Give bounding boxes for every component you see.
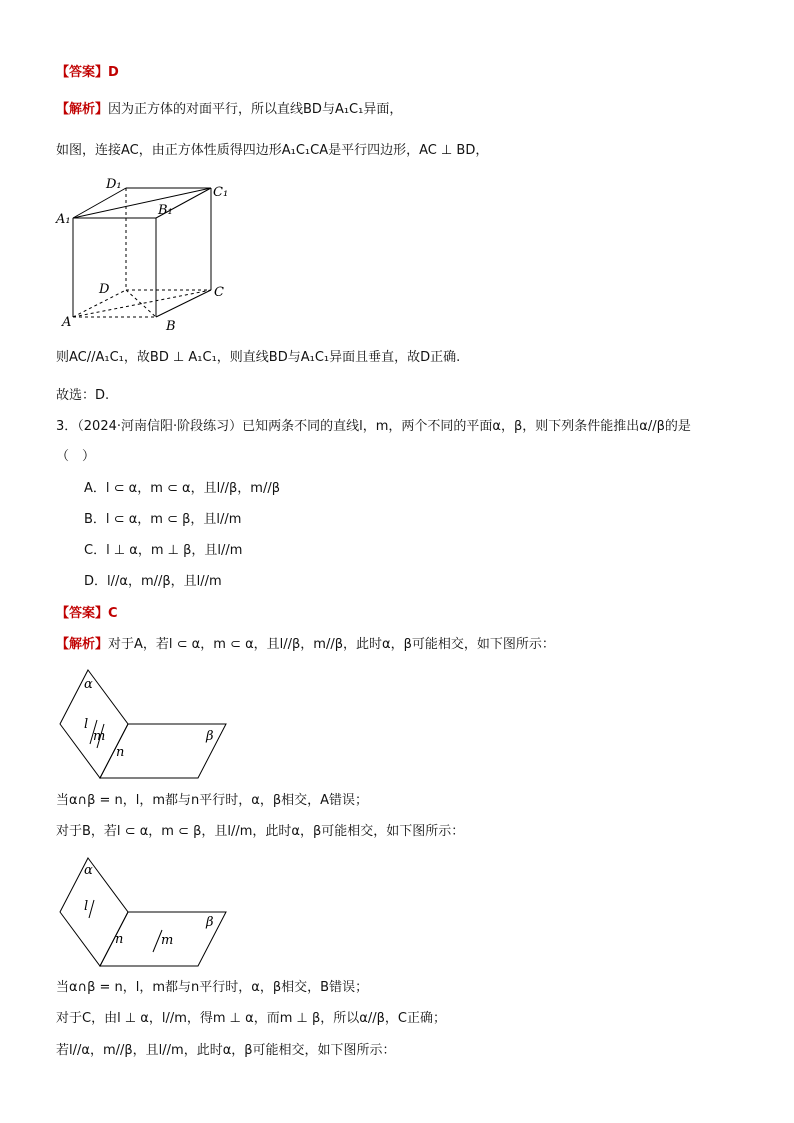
- q3-option-a: A．l ⊂ α，m ⊂ α，且l//β，m//β: [84, 481, 281, 496]
- q2-analysis-line: [56, 101, 402, 119]
- plane-alpha: [60, 858, 128, 966]
- edge-BC: [156, 290, 211, 317]
- q3-option-c: C．l ⊥ α，m ⊥ β，且l//m: [84, 543, 243, 558]
- q3-stem: 3．（2024·河南信阳·阶段练习）已知两条不同的直线l，m，两个不同的平面α，β，则下列条件能推出α//β的是: [56, 419, 691, 434]
- label-l: l: [84, 899, 89, 914]
- analysis-tag: 【解析】: [56, 102, 109, 117]
- q3-analysis-b2: 当α∩β = n，l，m都与n平行时，α，β相交，B错误；: [56, 980, 369, 995]
- label-alpha: α: [84, 677, 93, 692]
- label-l: l: [84, 717, 89, 732]
- q2-line3: 则AC//A₁C₁，故BD ⊥ A₁C₁，则直线BD与A₁C₁异面且垂直，故D正确.: [56, 350, 461, 365]
- edge-D1A1: [73, 188, 126, 218]
- label-B1: B₁: [158, 203, 173, 218]
- q3-analysis-c1: 对于C，由l ⊥ α，l//m，得m ⊥ α，而m ⊥ β，所以α//β，C正确；: [56, 1011, 446, 1026]
- answer-value: D: [108, 65, 119, 80]
- label-n: n: [116, 745, 125, 760]
- label-beta: β: [206, 915, 214, 930]
- q3-option-b: B．l ⊂ α，m ⊂ β，且l//m: [84, 512, 242, 527]
- label-alpha: α: [84, 863, 93, 878]
- diag-AC: [73, 290, 211, 317]
- diag-A1C1: [73, 188, 211, 218]
- q2-answer-line: [56, 64, 119, 82]
- planes-figure-2: [56, 852, 236, 972]
- cube-figure: [56, 174, 236, 334]
- q2-line2: 如图，连接AC，由正方体性质得四边形A₁C₁CA是平行四边形，AC ⊥ BD，: [56, 143, 489, 158]
- q3-answer-line: [56, 605, 118, 623]
- q3-analysis-b1: 对于B，若l ⊂ α，m ⊂ β，且l//m，此时α，β可能相交，如下图所示：: [56, 824, 465, 839]
- label-D: D: [99, 282, 110, 297]
- q3-option-d: D．l//α，m//β，且l//m: [84, 574, 222, 589]
- answer-value: C: [108, 606, 118, 621]
- plane-alpha: [60, 670, 128, 778]
- analysis-text: 因为正方体的对面平行，所以直线BD与A₁C₁异面，: [108, 102, 403, 117]
- label-D1: D₁: [106, 177, 122, 192]
- q3-paren: （ ）: [56, 449, 96, 464]
- label-A: A: [62, 315, 72, 330]
- label-n: n: [115, 932, 124, 947]
- label-beta: β: [206, 729, 214, 744]
- label-B: B: [166, 319, 176, 334]
- label-C1: C₁: [213, 185, 229, 200]
- q3-analysis-a: [56, 636, 555, 654]
- q2-conclusion: 故选：D.: [56, 388, 110, 403]
- q3-analysis-d1: 若l//α，m//β，且l//m，此时α，β可能相交，如下图所示：: [56, 1043, 396, 1058]
- label-C: C: [214, 285, 224, 300]
- q3-analysis-a2: 当α∩β = n，l，m都与n平行时，α，β相交，A错误；: [56, 793, 369, 808]
- analysis-tag: 【解析】: [56, 637, 109, 652]
- analysis-text: 对于A，若l ⊂ α，m ⊂ α，且l//β，m//β，此时α，β可能相交，如下图所示：: [108, 637, 555, 652]
- planes-figure-1: [56, 664, 236, 784]
- label-m: m: [93, 729, 106, 744]
- answer-tag: 【答案】: [56, 606, 109, 621]
- line-l: [89, 900, 94, 918]
- diag-BD: [126, 290, 156, 317]
- label-m: m: [161, 933, 174, 948]
- answer-tag: 【答案】: [56, 65, 109, 80]
- label-A1: A₁: [56, 212, 71, 227]
